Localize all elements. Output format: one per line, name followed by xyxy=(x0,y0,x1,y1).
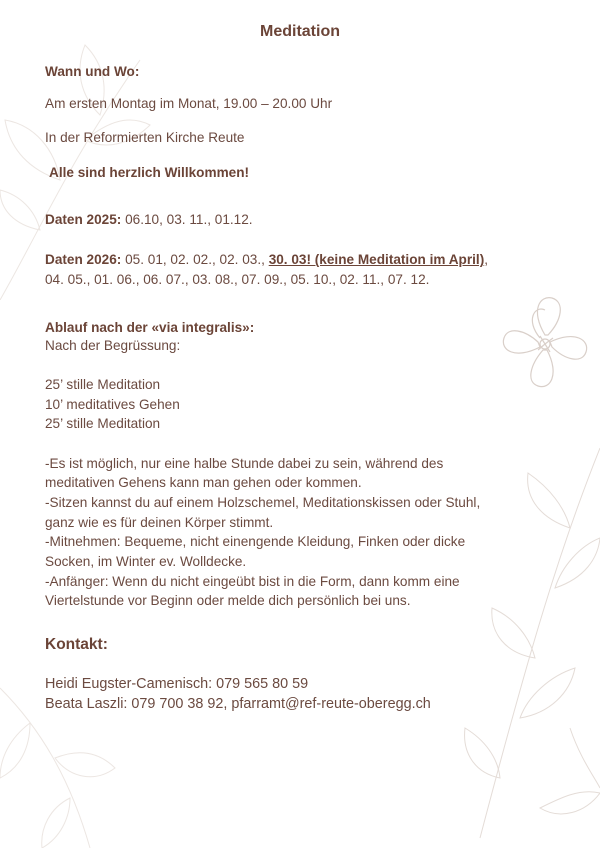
note-line: Socken, im Winter ev. Wolldecke. xyxy=(45,554,247,569)
dates-2025-values: 06.10, 03. 11., 01.12. xyxy=(121,212,253,227)
note-line: ganz wie es für deinen Körper stimmt. xyxy=(45,515,274,530)
note-line: Viertelstunde vor Beginn oder melde dich persönlich bei uns. xyxy=(45,593,411,608)
kontakt-heading: Kontakt: xyxy=(45,636,108,653)
welcome-text: Alle sind herzlich Willkommen! xyxy=(49,165,250,180)
wann-time: Am ersten Montag im Monat, 19.00 – 20.00 Uhr xyxy=(45,96,333,111)
ablauf-step: 25’ stille Meditation xyxy=(45,377,161,392)
flower-icon xyxy=(490,290,600,400)
wann-heading: Wann und Wo: xyxy=(45,64,140,79)
dates-2026-highlight: 30. 03! (keine Meditation im April) xyxy=(268,252,485,267)
wann-place: In der Reformierten Kirche Reute xyxy=(45,130,245,145)
dates-2026-values-b: , xyxy=(484,252,488,267)
note-line: meditativen Gehens kann man gehen oder kommen. xyxy=(45,475,362,490)
ablauf-intro: Nach der Begrüssung: xyxy=(45,338,181,353)
floral-decoration-right-icon xyxy=(420,428,600,848)
dates-2025-label: Daten 2025: xyxy=(45,212,122,227)
page-title: Meditation xyxy=(260,23,340,40)
ablauf-step: 10’ meditatives Gehen xyxy=(45,397,180,412)
dates-2026-label: Daten 2026: xyxy=(45,252,122,267)
kontakt-line: Heidi Eugster-Camenisch: 079 565 80 59 xyxy=(45,676,309,692)
kontakt-line: Beata Laszli: 079 700 38 92, pfarramt@ref-reute-oberegg.ch xyxy=(45,696,431,712)
note-line: -Sitzen kannst du auf einem Holzschemel, Meditationskissen oder Stuhl, xyxy=(45,495,481,510)
dates-2026-values-a: 05. 01, 02. 02., 02. 03., xyxy=(121,252,269,267)
dates-2026-line2: 04. 05., 01. 06., 06. 07., 03. 08., 07. 09., 05. 10., 02. 11., 07. 12. xyxy=(45,272,430,287)
note-line: -Anfänger: Wenn du nicht eingeübt bist in die Form, dann komm eine xyxy=(45,574,460,589)
dates-2026 xyxy=(45,252,488,267)
ablauf-heading: Ablauf nach der «via integralis»: xyxy=(45,320,255,335)
ablauf-step: 25’ stille Meditation xyxy=(45,416,161,431)
note-line: -Es ist möglich, nur eine halbe Stunde dabei zu sein, während des xyxy=(45,456,444,471)
dates-2025 xyxy=(45,212,253,227)
note-line: -Mitnehmen: Bequeme, nicht einengende Kleidung, Finken oder dicke xyxy=(45,534,466,549)
